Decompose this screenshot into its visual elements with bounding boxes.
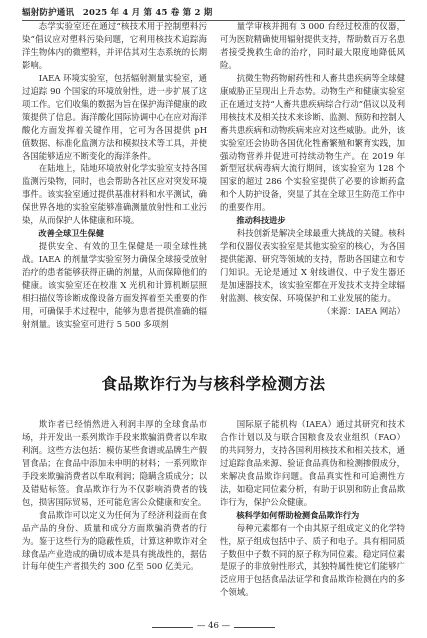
source-note: （来源：IAEA 网站） (322, 305, 405, 316)
section-heading: 推动科技进步 (236, 215, 286, 226)
paragraph: IAEA 环境实验室，包括辐射测量实验室，通过追踪 90 个国家的环境放射性，进一步扩展了这项工作。它们收集的数据为旨在保护海洋健康的政策提供了信息。海洋酸化国际协调中心在应对海洋酸化方面发挥着关键作用，它可为各国提供 pH 值数据、标准化监测方法和模拟技术等工具，并使各国能够适应不断变化的海洋条件。 (22, 72, 207, 161)
paragraph: 食品欺诈可以定义为任何为了经济利益而在食品产品的身份、质量和成分方面欺骗消费者的行为。鉴于这些行为的隐蔽性质，计算这种欺诈对全球食品产业造成的确切成本是具有挑战性的，据估计每年使生产者损失约 300 亿至 500 亿美元。 (22, 509, 207, 572)
paragraph: 抗微生物药物耐药性和人畜共患疾病等全球健康威胁正呈现出上升态势。动物生产和健康实验室正在通过支持“人畜共患疾病综合行动”倡议以及利用核技术及相关技术来诊断、监测、预防和控制人畜共患疾病和动物疾病来应对这些威胁。此外，该实验室还会协助各国优化牲畜繁殖和繁育实践，加强动物营养并促进可持续动物生产。在 2019 年新型冠状病毒病大流行期间，该实验室为 128 个国家的超过 286 个实验室提供了必要的诊断药盒和个人防护设备，突显了其在全球卫生防范工作中的重要作用。 (220, 72, 405, 213)
journal-header-text: 辐射防护通讯 2025 年 4 月 第 45 卷 第 2 期 (22, 8, 213, 18)
article1-column-right (220, 20, 405, 318)
paragraph: 科技创新是解决全球最重大挑战的关键。核科学和仪器仪表实验室是其他实验室的核心，为各国提供能源、研究等领域的支持，帮助各国建立和专门知识。无论是通过 X 射线谱仪、中子发生器还是加速器技术，该实验室都在开发技术支持全球辐射监测、核安保、环境保护和工业发展的能力。 (220, 228, 405, 304)
section-heading: 改善全球卫生保健 (38, 228, 104, 239)
paragraph: 在陆地上，陆地环境放射化学实验室支持各国监测污染物，同时，也会帮助各社区应对突发环境事件。该实验室通过提供基准材料和水平测试，确保世界各地的实验室能够准确测量放射性和工业污染，从而保护人体健康和环境。 (22, 163, 207, 226)
page-number: — 46 — (193, 621, 234, 631)
section-heading: 核科学如何帮助检测食品欺诈行为 (236, 509, 360, 520)
article1-column-left (22, 20, 207, 331)
article-title: 食品欺诈行为与核科学检测方法 (101, 375, 326, 393)
paragraph: 量学审核并拥有 3 000 台经过校准的仪器，可为医院精确使用辐射提供支持，帮助数百万名患者接受挽救生命的治疗，同时最大限度地降低风险。 (220, 21, 405, 70)
paragraph: 国际原子能机构（IAEA）通过其研究和技术合作计划以及与联合国粮食及农业组织（FAO）的共同努力，支持各国利用核技术和相关技术，通过追踪食品来源、验证食品真伪和检测掺假成分，来解决食品欺诈问题。食品真实性和可追溯性方法，如稳定同位素分析，有助于识别和防止食品欺诈行为，保护公众健康。 (220, 419, 405, 507)
running-header (22, 4, 405, 20)
article2-column-left (22, 418, 207, 573)
paragraph: 态学实验室还在通过“核技术用于控制塑料污染”倡议应对塑料污染问题，它利用核技术追踪海洋生物体内的微塑料，并评估其对生态系统的长期影响。 (22, 21, 207, 70)
paragraph: 欺诈者已经悄然进入利润丰厚的全球食品市场，并开发出一系列欺诈手段来欺骗消费者以牟取利润。这些方法包括：模仿某些食谱或品牌生产假冒食品；在食品中添加未申明的材料；一系列欺诈手段来欺骗消费者以牟取利润；隐瞒含质成分；以及错贴标签。食品欺诈行为不仅影响消费者的钱包，损害国际贸易，还可能危害公众健康和安全。 (22, 419, 207, 507)
page-footer (22, 621, 405, 635)
paragraph: 每种元素都有一个由其原子组成定义的化学特性，原子组成包括中子、质子和电子。具有相同质子数但中子数不同的原子称为同位素。稳定同位素是原子的非放射性形式，其独特属性使它们能够广泛应用于包括食品法证学和食品欺诈检测在内的多个领域。 (220, 522, 405, 598)
paragraph: 提供安全、有效的卫生保健是一项全球性挑战。IAEA 的剂量学实验室努力确保全球接受放射治疗的患者能够获得正确的剂量，从而保障他们的健康。该实验室还在校准 X 光机和计算机断层照相扫描仪等诊断成像设备方面发挥着至关重要的作用，可确保手术过程中，能够为患者提供准确的辐射剂量。该实验室可进行 5 500 多项剂 (22, 241, 207, 329)
article2-column-right (220, 418, 405, 599)
